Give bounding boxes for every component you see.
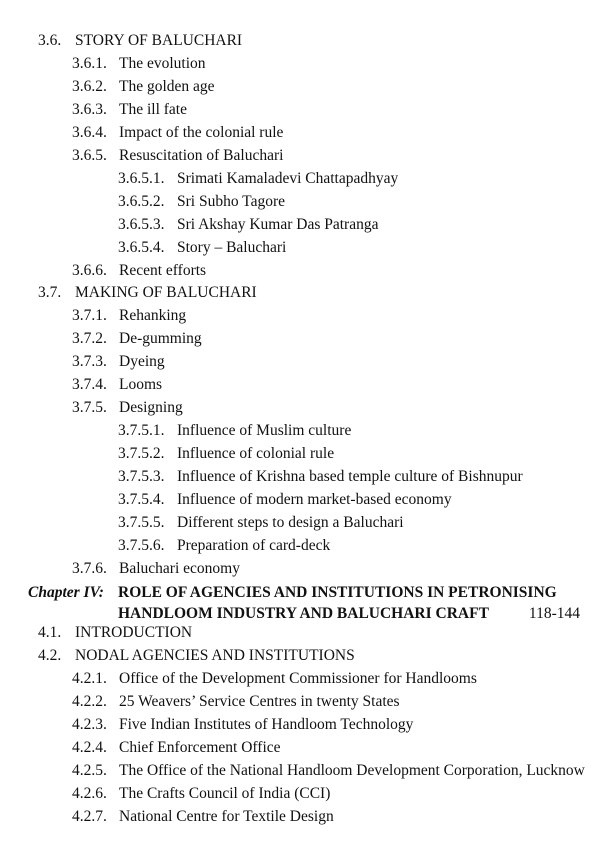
- toc-entry-number: 3.6.4.: [72, 123, 107, 141]
- toc-entry-title: Chief Enforcement Office: [119, 738, 281, 756]
- toc-entry-title: Influence of Muslim culture: [177, 422, 352, 440]
- toc-entry-number: 3.7.1.: [72, 307, 107, 325]
- toc-entry-number: 3.7.2.: [72, 330, 107, 348]
- toc-entry-number: 3.7.5.2.: [118, 445, 165, 463]
- toc-entry-title: 25 Weavers’ Service Centres in twenty States: [119, 692, 400, 710]
- toc-entry-title: NODAL AGENCIES AND INSTITUTIONS: [75, 646, 355, 664]
- toc-entry-number: 3.6.: [38, 32, 62, 49]
- toc-entry-title: Story – Baluchari: [177, 238, 287, 256]
- toc-entry-number: 4.2.2.: [72, 692, 107, 710]
- toc-entry-title: The evolution: [119, 54, 206, 72]
- toc-entry-number: 3.6.2.: [72, 77, 107, 95]
- toc-entry-title: Designing: [119, 399, 183, 417]
- toc-entry-title: Five Indian Institutes of Handloom Technology: [119, 715, 414, 733]
- toc-entry-number: 3.7.5.5.: [118, 513, 165, 531]
- toc-entry-number: 3.6.6.: [72, 261, 107, 279]
- toc-entry-number: 3.7.5.6.: [118, 536, 165, 554]
- toc-entry-number: 4.1.: [38, 624, 62, 641]
- toc-entry-number: 3.7.: [38, 284, 62, 302]
- toc-entry-number: 3.6.1.: [72, 54, 107, 72]
- toc-entry-number: 4.2.1.: [72, 669, 107, 687]
- toc-entry-title: Preparation of card-deck: [177, 536, 331, 554]
- toc-entry-title: The ill fate: [119, 100, 187, 118]
- toc-entry-number: 3.7.5.4.: [118, 491, 165, 508]
- toc-entry-title: Different steps to design a Baluchari: [177, 513, 404, 531]
- toc-entry-number: 4.2.3.: [72, 715, 107, 733]
- toc-entry-title: National Centre for Textile Design: [119, 807, 334, 825]
- toc-entry-number: 3.7.6.: [72, 559, 107, 577]
- toc-entry-title: Influence of modern market-based economy: [177, 491, 452, 508]
- toc-entry-title: Looms: [119, 376, 163, 394]
- toc-entry-number: 3.6.3.: [72, 100, 107, 118]
- toc-entry-title: Baluchari economy: [119, 559, 240, 577]
- toc-entry-title: MAKING OF BALUCHARI: [75, 284, 257, 302]
- toc-entry-number: 4.2.4.: [72, 738, 107, 756]
- toc-entry-title: INTRODUCTION: [75, 624, 193, 641]
- toc-entry-title: Impact of the colonial rule: [119, 123, 284, 141]
- toc-entry-number: 4.2.5.: [72, 761, 107, 779]
- toc-entry-title: STORY OF BALUCHARI: [75, 32, 243, 49]
- toc-entry-title: The Crafts Council of India (CCI): [119, 784, 331, 802]
- toc-entry-number: 4.2.: [38, 646, 62, 664]
- toc-entry-title: Sri Akshay Kumar Das Patranga: [177, 215, 379, 233]
- toc-entry-number: 3.7.5.3.: [118, 468, 165, 486]
- toc-entry-title: Sri Subho Tagore: [177, 192, 285, 210]
- toc-entry-title: Srimati Kamaladevi Chattapadhyay: [177, 169, 399, 187]
- toc-entry-number: 3.7.4.: [72, 376, 107, 394]
- toc-entry-title: Resuscitation of Baluchari: [119, 146, 284, 164]
- chapter-pages: 118-144: [528, 605, 580, 622]
- toc-entry-number: 3.6.5.4.: [118, 238, 165, 256]
- toc-entry-number: 4.2.7.: [72, 807, 107, 825]
- toc-entry-title: Recent efforts: [119, 261, 207, 279]
- toc-entry-title: De-gumming: [119, 330, 202, 348]
- toc-entry-number: 3.6.5.: [72, 146, 107, 164]
- toc-entry-title: Rehanking: [119, 307, 187, 325]
- toc-entry-number: 3.7.5.1.: [118, 422, 165, 440]
- toc-entry-title: The Office of the National Handloom Development Corporation, Lucknow: [119, 761, 585, 779]
- toc-entry-number: 3.6.5.3.: [118, 215, 165, 233]
- toc-entry-number: 4.2.6.: [72, 784, 107, 802]
- toc-entry-number: 3.7.5.: [72, 399, 107, 417]
- toc-entry-title: Influence of Krishna based temple culture of Bishnupur: [177, 468, 523, 486]
- toc-entry-number: 3.7.3.: [72, 353, 107, 371]
- toc-entry-number: 3.6.5.1.: [118, 169, 165, 187]
- chapter-title-line2: HANDLOOM INDUSTRY AND BALUCHARI CRAFT: [118, 605, 489, 622]
- toc-entry-title: Office of the Development Commissioner for Handlooms: [119, 669, 477, 687]
- chapter-title-line1: ROLE OF AGENCIES AND INSTITUTIONS IN PETRONISING: [118, 584, 557, 601]
- toc-entry-title: Dyeing: [119, 353, 165, 371]
- chapter-label: Chapter IV:: [28, 584, 104, 601]
- toc-entry-title: Influence of colonial rule: [177, 445, 335, 463]
- toc-entry-title: The golden age: [119, 77, 215, 95]
- toc-entry-number: 3.6.5.2.: [118, 192, 165, 210]
